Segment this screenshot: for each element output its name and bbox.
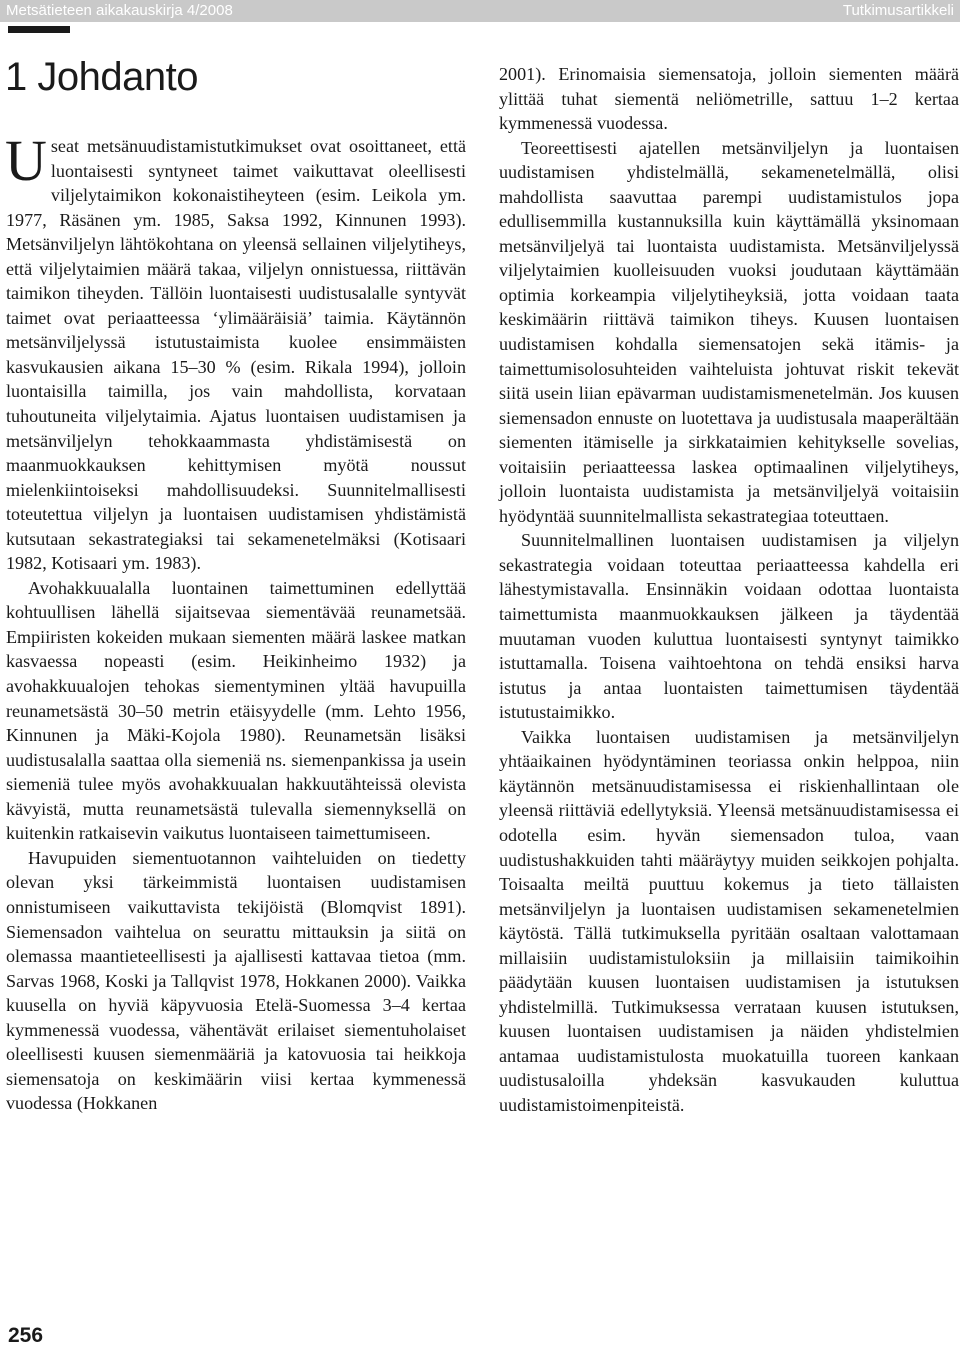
paragraph: Vaikka luontaisen uudistamisen ja metsänviljelyn yhtäaikainen hyödyntäminen teoriassa onkin helppoa, niin käytännön metsänuudistamisessa ei riskienhallintaan ole yleensä riittäviä edellytyksiä. Yleensä metsänuudistamisessa ei odotella esim. hyvän siemensadon tuloa, vaan uudistushakkuiden tahti määräytyy muiden seikkojen pohjalta. Toisaalta meiltä puuttuu kokemus ja tieto tällaisten metsänviljelyn ja luontaisen uudistamisen sekamenetelmien käytöstä. Tällä tutkimuksella pyritään osaltaan valottamaan millaisiin uudistamistuloksiin ja millaisiin taimikoihin päädytään kuusen luontaisen uudistamisen ja istutuksen yhdistelmillä. Tutkimuksessa verrataan kuusen istutuksen, kuusen luontaisen uudistamisen ja näiden yhdistelmien antamaa uudistamistulosta muokatuilla tuoreen kankaan uudistusaloilla yhdeksän kasvukauden kuluttua uudistamistoimenpiteistä. bbox=[499, 726, 959, 1115]
running-header bbox=[0, 0, 960, 22]
paragraph: Teoreettisesti ajatellen metsänviljelyn ja luontaisen uudistamisen yhdistelmällä, sekamenetelmällä, olisi mahdollista saavuttaa parempi uudistamistulos jopa edullisemmilla kustannuksilla kuin käyttämällä yksinomaan metsänviljelyä tai luontaista uudistamista. Metsänviljelyssä viljelytaimien kuolleisuuden vuoksi joudutaan käyttämään optimia korkeampia viljelytiheyksiä, jotta voidaan taata keskimäärin riittävä taimikon tiheys. Kuusen luontaisen uudistamisen kohdalla siemensatojen sekä itämis- ja taimettumisolosuhteiden vaihteluista johtuvat riskit tekevät siitä usein liian epävarman uudistamismenetelmän. Jos kuusen siemensadon ennuste on luotettava ja uudistusala maaperältään siementen itämiselle ja sirkkataimien kehitykselle sovelias, voitaisiin periaatteessa laskea optimaalinen viljelytiheys, jolloin luontaista uudistamista ja metsänviljelyä voitaisiin hyödyntää suunnitelmallista sekastrategiaa toteuttaen. bbox=[499, 137, 959, 526]
paragraph: Suunnitelmallinen luontaisen uudistamisen ja viljelyn sekastrategia voidaan toteuttaa periaatteessa kahdella eri lähestymistavalla. Ensinnäkin voidaan odottaa luontaista taimettumista maanmuokkauksen jälkeen ja täydentää muutaman vuoden kuluttua luontaisesti syntynyt taimikko istuttamalla. Toisena vaihtoehtona on tehdä ensiksi harva istutus ja antaa luontaisten taimettumisen täydentää istutustaimikko. bbox=[499, 530, 959, 723]
section-label: Tutkimusartikkeli bbox=[842, 2, 954, 19]
left-column bbox=[5, 128, 466, 1116]
paragraph-text: seat metsänuudistamistutkimukset ovat osoittaneet, että luontaisesti syntyneet taimet vaikuttavat oleellisesti viljelytaimikon kokonaistiheyteen (esim. Leikola ym. 1977, Räsänen ym. 1985, Saksa 1992, Kinnunen 1993). Metsänviljelyn lähtökohtana on yleensä sellainen viljelytiheys, että viljelytaimien määrä takaa, viljelyn onnistuessa, riittävän taimikon tiheyden. Tällöin luontaisesti uudistusalalle syntyvät taimet ovat periaatteessa ‘ylimääräisiä’ taimia. Käytännön metsänviljelyssä istutustaimista kuolee ensimmäisten kasvukausien aikana 15–30 % (esim. Rikala 1994), jolloin luontaisilla taimilla, jos vain mahdollista, korvataan tuhoutuneita viljelytaimia. Ajatus luontaisen uudistamisen ja metsänviljelyn tehokkaammasta yhdistämisestä on maanmuokkauksen kehittymisen myötä noussut mielenkiintoiseksi mahdollisuudeksi. Suunnitelmallisesti toteutettua viljelyn ja luontaisen uudistamisen yhdistämistä kutsutaan sekastrategiaksi tai sekamenetelmäksi (Kotisaari 1982, Kotisaari ym. 1983). bbox=[6, 136, 466, 574]
paragraph: Havupuiden siementuotannon vaihteluiden on tiedetty olevan yksi tärkeimmistä luontaisen uudistamisen onnistumiseen vaikuttavista tekijöistä (Blomqvist 1891). Siemensadon vaihtelua on seurattu mittauksin ja siitä on olemassa maantieteellisesti ja ajallisesti kattavaa tietoa (mm. Sarvas 1968, Koski ja Tallqvist 1978, Hokkanen 2000). Vaikka kuusella on hyviä käpyvuosia Etelä-Suomessa 3–4 kertaa kymmenessä vuodessa, vähentävät erilaiset siementuholaiset oleellisesti kuusen siemenmääriä ja katovuosia tai heikkoja siemensatoja on keskimäärin viisi kertaa kymmenessä vuodessa (Hokkanen bbox=[6, 847, 466, 1114]
journal-title: Metsätieteen aikakauskirja 4/2008 bbox=[6, 2, 233, 19]
drop-cap: U bbox=[5, 128, 47, 193]
header-accent-bar bbox=[8, 26, 70, 33]
paragraph: 2001). Erinomaisia siemensatoja, jolloin siementen määrä ylittää tuhat siementä neliömetrille, sattuu 1–2 kertaa kymmenessä vuodessa. bbox=[499, 64, 959, 134]
paragraph: Avohakkuualalla luontainen taimettuminen edellyttää kohtuullisen lähellä sijaitsevaa siementävää reunametsää. Empiiristen kokeiden mukaan siementen määrä laskee matkan kasvaessa nopeasti (esim. Heikinheimo 1932) ja avohakkuualojen tehokas siementyminen yltää havupuilla reunametsästä 30–50 metrin etäisyydelle (mm. Lehto 1956, Kinnunen ja Mäki-Kojola 1980). Reunametsän lisäksi uudistusalalla saattaa olla siemeniä ns. siemenpankissa ja usein siemeniä tulee myös avohakkuualan hakkuutähteissä olevista kävyistä, mutta reunametsästä tulevalla siemennyksellä on kuitenkin ratkaisevin vaikutus luontaiseen taimettumiseen. bbox=[6, 577, 466, 844]
right-column bbox=[499, 62, 959, 1118]
page-number: 256 bbox=[8, 1324, 44, 1347]
section-heading: 1 Johdanto bbox=[5, 55, 198, 99]
paragraph bbox=[5, 128, 466, 576]
